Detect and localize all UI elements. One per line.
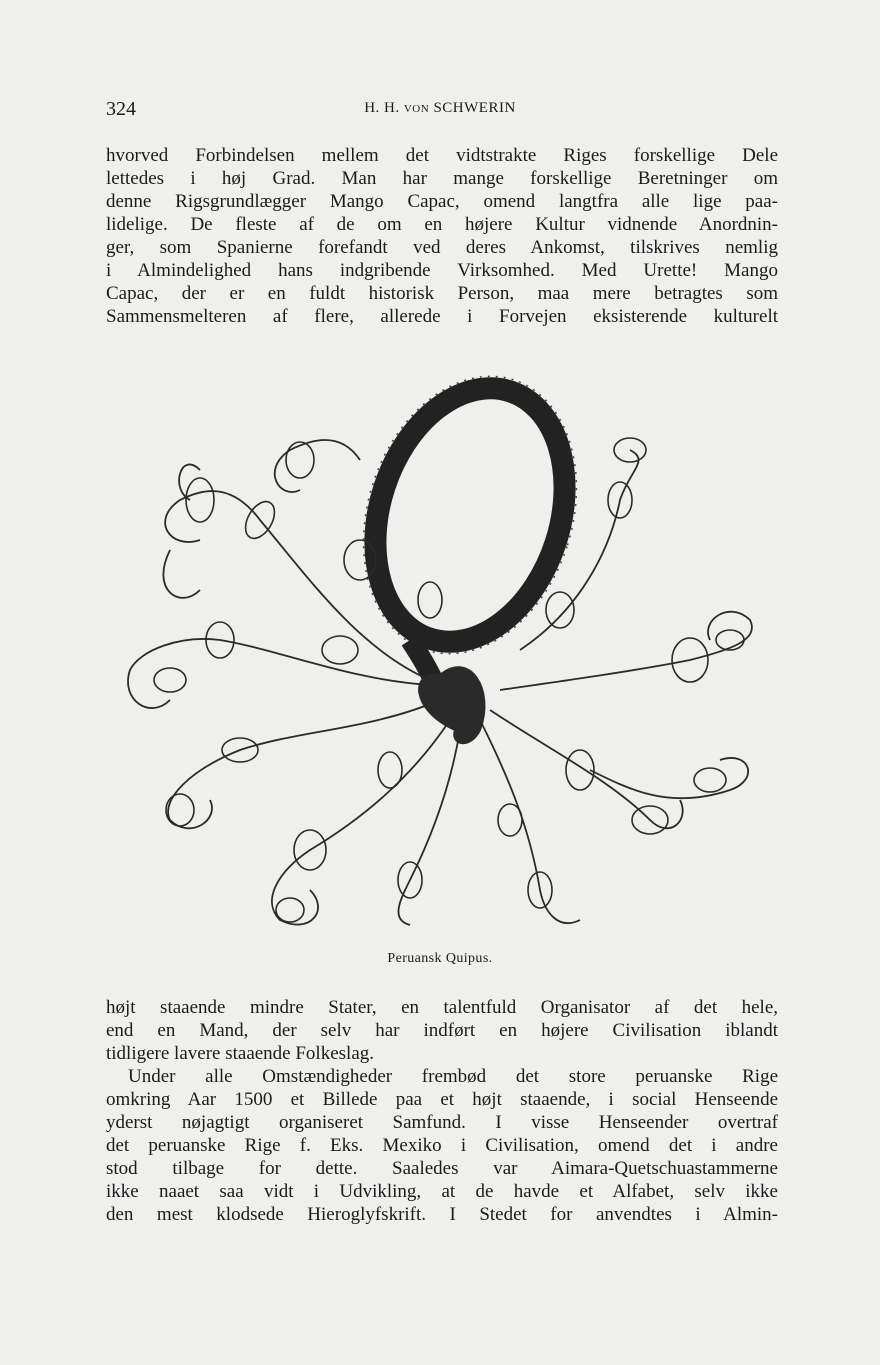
text-line: Under alle Omstændigheder frembød det store peruanske Rige bbox=[128, 1066, 778, 1087]
figure-caption: Peruansk Quipus. bbox=[387, 951, 493, 966]
text-line: omkring Aar 1500 et Billede paa et højt staaende, i social Henseende bbox=[106, 1089, 778, 1110]
running-head bbox=[0, 100, 880, 117]
author-name: SCHWERIN bbox=[429, 100, 516, 116]
text-line: det peruanske Rige f. Eks. Mexiko i Civilisation, omend det i andre bbox=[106, 1135, 778, 1156]
text-line: i Almindelighed hans indgribende Virksomhed. Med Urette! Mango bbox=[106, 260, 778, 281]
text-line: denne Rigsgrundlægger Mango Capac, omend langtfra alle lige paa- bbox=[106, 191, 778, 212]
text-line: den mest klodsede Hieroglyfskrift. I Stedet for anvendtes i Almin- bbox=[106, 1204, 778, 1225]
page-number: 324 bbox=[106, 98, 136, 120]
paragraph-2 bbox=[106, 996, 778, 1065]
paragraph-3 bbox=[106, 1065, 778, 1226]
quipu-illustration bbox=[110, 350, 770, 945]
text-line: hvorved Forbindelsen mellem det vidtstrakte Riges forskellige Dele bbox=[106, 145, 778, 166]
author-von: VON bbox=[403, 103, 430, 115]
text-line: Sammensmelteren af flere, allerede i Forvejen eksisterende kulturelt bbox=[106, 306, 778, 327]
text-line: lettedes i høj Grad. Man har mange forskellige Beretninger om bbox=[106, 168, 778, 189]
author-prefix: H. H. bbox=[364, 100, 404, 116]
text-line: lidelige. De fleste af de om en højere Kultur vidnende Anordnin- bbox=[106, 214, 778, 235]
text-line: ger, som Spanierne forefandt ved deres Ankomst, tilskrives nemlig bbox=[106, 237, 778, 258]
text-line: yderst nøjagtigt organiseret Samfund. I visse Henseender overtraf bbox=[106, 1112, 778, 1133]
text-line: end en Mand, der selv har indført en højere Civilisation iblandt bbox=[106, 1020, 778, 1041]
paragraph-1 bbox=[106, 144, 778, 328]
text-line: tidligere lavere staaende Folkeslag. bbox=[106, 1043, 375, 1064]
text-line: højt staaende mindre Stater, en talentfuld Organisator af det hele, bbox=[106, 997, 778, 1018]
quipu-drawing bbox=[110, 350, 770, 945]
text-line: stod tilbage for dette. Saaledes var Aimara-Quetschuastammerne bbox=[106, 1158, 778, 1179]
text-line: ikke naaet saa vidt i Udvikling, at de havde et Alfabet, selv ikke bbox=[106, 1181, 778, 1202]
text-line: Capac, der er en fuldt historisk Person, maa mere betragtes som bbox=[106, 283, 778, 304]
